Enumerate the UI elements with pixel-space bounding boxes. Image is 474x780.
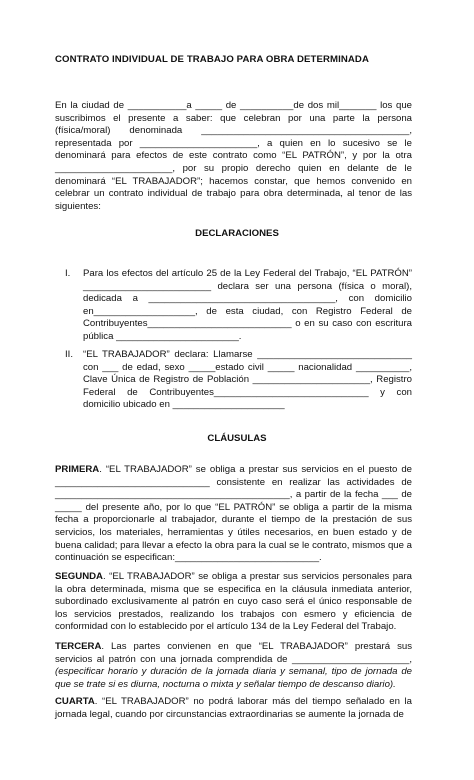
declaration-number: II. [65,349,73,360]
intro-paragraph: En la ciudad de ___________a _____ de __________de dos mil_______ los que suscribimos el presente a saber: que celebran por una parte la persona (física/moral) denominada _______________________________________, representada por ______________________, a quien en lo sucesivo se le denominará para efectos de este contrato como “EL PATRÓN”, y por la otra ______________________, por su propio derecho quien en delante de le denominará “EL TRABAJADOR”; hacemos constar, que hemos convenido en celebrar un contrato individual de trabajo para obra determinada, al tenor de las siguientes: [55,100,412,212]
declaraciones-heading: DECLARACIONES [195,228,279,239]
clause-primera [55,464,412,565]
declaration-text: Para los efectos del artículo 25 de la Ley Federal del Trabajo, “EL PATRÓN” ________________________ declara ser una persona (física o moral), dedicada a ___________________________________, con domicilio en___________________, de esta ciudad, con Registro Federal de Contribuyentes___________________________ o en su caso con escritura pública _______________________. [83,268,412,342]
clause-label: PRIMERA [55,464,100,475]
declaration-item [55,268,412,344]
clause-text: . “EL TRABAJADOR” se obliga a prestar sus servicios personales para la obra determinada, misma que se especifica en la cláusula inmediata anterior, subordinado exclusivamente al patrón en cuyo caso será el único responsable de los servicios prestados, realizando los trabajos con esmero y eficiencia de conformidad con lo establecido por el artículo 134 de la Ley Federal del Trabajo. [55,571,412,633]
clause-label: TERCERA [55,641,102,652]
clause-tercera [55,641,412,691]
declaration-number: I. [65,268,71,279]
clause-label: CUARTA [55,696,95,707]
declaration-text: “EL TRABAJADOR” declara: Llamarse _____________________________ con ___ de edad, sexo _____estado civil _____ nacionalidad __________, Clave Única de Registro de Población ______________________, Registro Federal de Contribuyentes_____________________________ y con domicilio ubicado en _____________________ [83,349,412,411]
clause-cuarta [55,696,412,721]
clausulas-heading: CLÁUSULAS [207,433,267,444]
clause-label: SEGUNDA [55,571,103,582]
clause-text: . “EL TRABAJADOR” no podrá laborar más del tiempo señalado en la jornada legal, cuando por circunstancias extraordinarias se aumente la jornada de [55,696,412,720]
document-title: CONTRATO INDIVIDUAL DE TRABAJO PARA OBRA DETERMINADA [55,54,369,65]
clause-text: . “EL TRABAJADOR” se obliga a prestar sus servicios en el puesto de _____________________________ consistente en realizar las actividades de ____________________________________________, a partir de la fecha ___ de _____ del presente año, por lo que “EL PATRÓN” se obliga a partir de la misma fecha a proporcionarle al trabajador, durante el tiempo de la prestación de sus servicios, los materiales, herramientas y útiles necesarios, en buen estado y de buena calidad; para llevar a efecto la obra para la cual se le contrato, mismos que a continuación se especifican:___________________________. [55,464,412,564]
clause-text: . Las partes convienen en que “EL TRABAJADOR” prestará sus servicios al patrón con una jornada comprendida de ______________________, [55,641,412,665]
declaration-item [55,349,412,412]
clause-italic-note: (especificar horario y duración de la jornada diaria y semanal, tipo de jornada de que se trate si es diurna, nocturna o mixta y señalar tiempo de descanso diario). [55,666,412,690]
clause-segunda [55,571,412,634]
